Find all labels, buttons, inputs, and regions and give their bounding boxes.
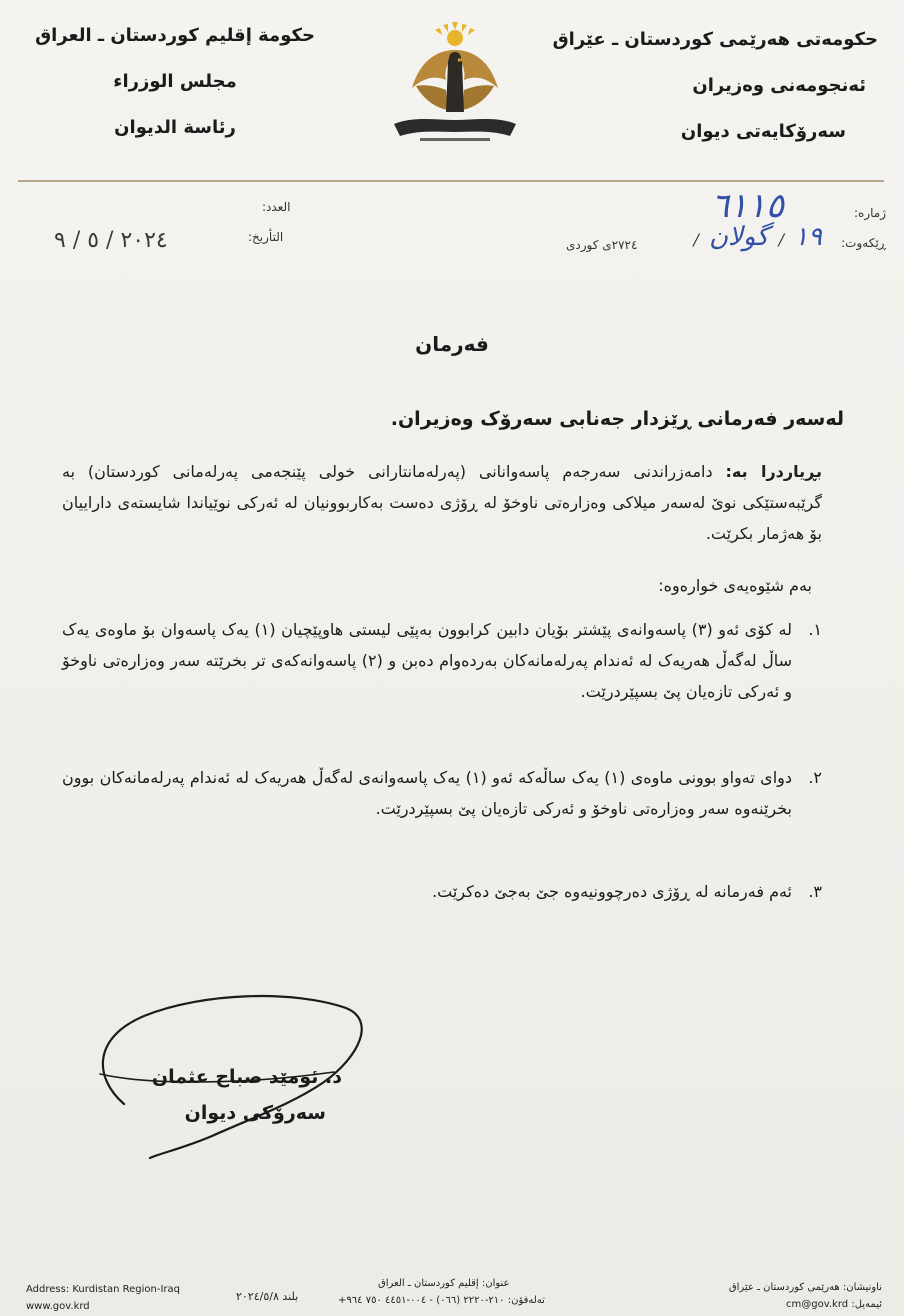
header-kurdish-council: ئەنجومەنی وەزیران <box>692 75 866 96</box>
header-divider <box>18 180 884 182</box>
date-label-kurdish: ڕێکەوت: <box>841 236 886 250</box>
handwritten-day: ١٩ <box>794 222 822 252</box>
document-title: فەرمان <box>415 332 489 356</box>
list-item <box>62 762 822 824</box>
list-item-number: ٣. <box>808 882 822 901</box>
krg-eagle-emblem-icon <box>390 20 520 150</box>
number-label-kurdish: ژمارە: <box>853 206 886 220</box>
list-item-text: دوای تەواو بوونی ماوەی (١) یەک ساڵەکە ئەو (١) یەک پاسەوانەی لەگەڵ هەریەک لە ئەندام پەرلەمانەکان بوون بخرێنەوە سەر وەزارەتی ناوخۆ و ئەرکی تازەیان پێ بسپێردرێت. <box>62 768 792 818</box>
header-kurdish-presidency: سەرۆکایەتی دیوان <box>680 121 846 142</box>
list-item-text: لە کۆی ئەو (٣) پاسەوانەی پێشتر بۆیان دابین کرابوون بەپێی لیستی هاوپێچیان (١) یەک پاسەوان بۆ ماوەی یەک ساڵ لەگەڵ هەریەک لە ئەندام پەرلەمانەکان بەردەوام دەبن و (٢) پاسەوانەکەی تر بخرێتە سەر وەزارەتی ناوخۆ و ئەرکی تازەیان پێ بسپێردرێت. <box>62 620 793 701</box>
footer-phone: تەلەفۆن: ٢١٠-٢٢٢٠ (٠٦٦) - ٠٠٤-٤٤٥١ ٧٥٠ ٩٦٤+ <box>338 1295 545 1306</box>
list-item-number: ٢. <box>808 768 822 787</box>
footer-address-arabic: عنوان: إقليم كوردستان ـ العراق <box>378 1278 510 1289</box>
order-basis: لەسەر فەرمانی ڕێزدار جەنابی سەرۆک وەزیران. <box>390 408 844 430</box>
header-arabic <box>30 26 320 164</box>
header-arabic-presidency: رئاسة الديوان <box>114 117 236 138</box>
footer-stamp: بلند ٢٠٢٤/٥/٨ <box>236 1290 299 1303</box>
handwritten-document-number: ٦١١٥ <box>710 186 784 226</box>
decision-lead: بڕیاردرا بە: <box>725 462 823 481</box>
footer-email: ئیمەیل: cm@gov.krd <box>786 1299 882 1310</box>
decision-paragraph <box>62 456 822 549</box>
decision-subheading: بەم شێوەیەی خوارەوە: <box>658 576 812 595</box>
handwritten-date: ١٩/گولان/ <box>693 222 822 252</box>
list-item <box>62 876 822 907</box>
header-arabic-government: حكومة إقليم كوردستان ـ العراق <box>35 25 315 46</box>
signature-block <box>84 986 374 1161</box>
header-kurdish-government: حکومەتی هەرێمی کوردستان ـ عێراق <box>552 29 878 50</box>
handwritten-month: گولان <box>708 222 769 252</box>
date-label-arabic: التأريخ: <box>248 230 284 244</box>
footer-website: www.gov.krd <box>26 1301 90 1312</box>
signatory-title: سەرۆکی دیوان <box>184 1102 326 1124</box>
kurdish-year: ٢٧٢٤ی کوردی <box>566 238 638 252</box>
list-item <box>62 614 822 707</box>
header-kurdish <box>552 29 878 168</box>
footer-address-kurdish: ناونیشان: هەرێمی کوردستان ـ عێراق <box>728 1282 882 1293</box>
decision-text: دامەزراندنی سەرجەم پاسەوانانی (پەرلەمانتارانی خولی پێنجەمی پەرلەمانی کوردستان) بە گرێبەستێکی نوێ لەسەر میلاکی وەزارەتی ناوخۆ لە ڕۆژی دەست بەکاربوونیان لە ئەرکی نوێیاندا شایستەی داراییان بۆ هەژمار بکرێت. <box>62 462 822 543</box>
list-item-text: ئەم فەرمانە لە ڕۆژی دەرچوونیەوە جێ بەجێ دەکرێت. <box>432 882 792 901</box>
signatory-name: د. ئومێد صباح عثمان <box>151 1066 342 1088</box>
number-label-arabic: العدد: <box>262 200 291 214</box>
header-arabic-council: مجلس الوزراء <box>113 71 237 92</box>
list-item-number: ١. <box>808 620 822 639</box>
printed-date: ٢٠٢٤ / ٥ / ٩ <box>54 228 168 253</box>
footer-address-english: Address: Kurdistan Region-Iraq <box>26 1284 180 1295</box>
footer <box>0 1274 904 1316</box>
